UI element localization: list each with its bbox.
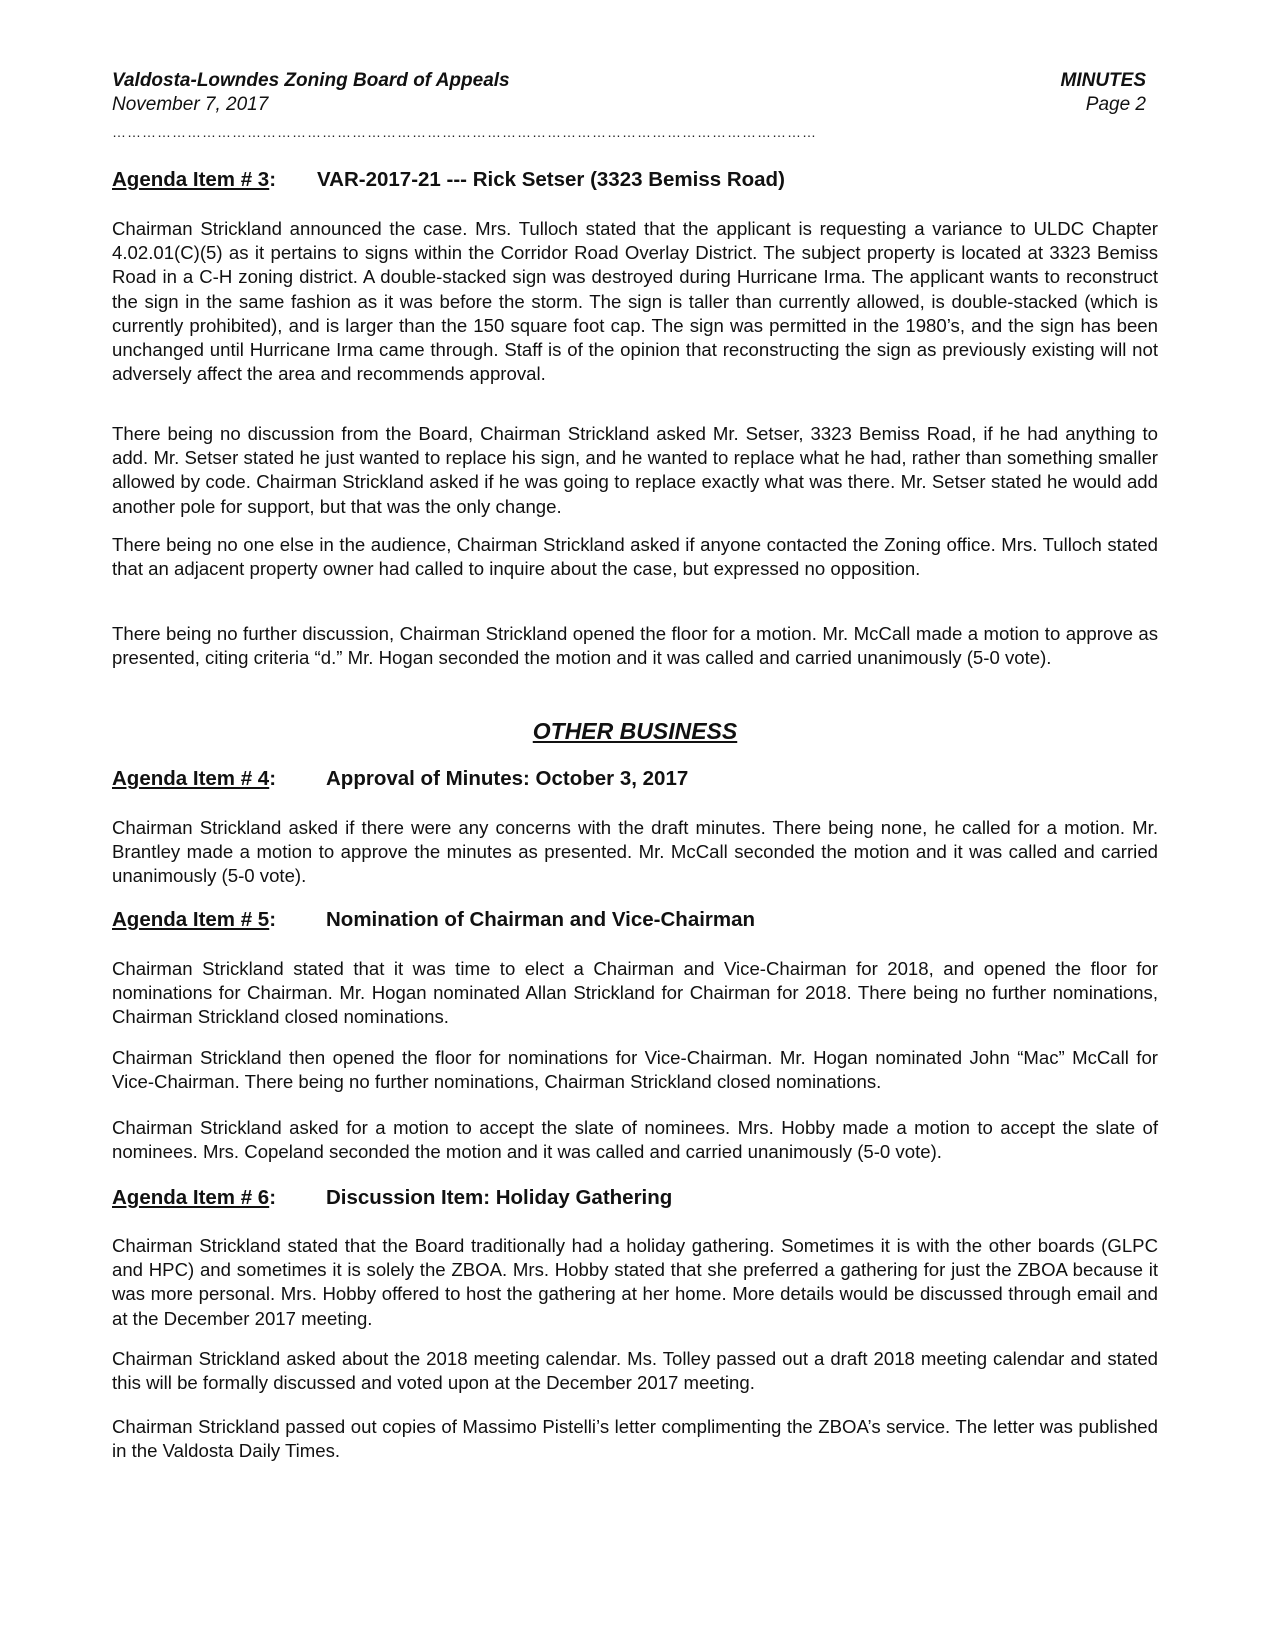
agenda-item-5-title: Nomination of Chairman and Vice-Chairman [326, 908, 756, 931]
agenda-item-5 [112, 908, 1158, 932]
paragraph: Chairman Strickland asked if there were any concerns with the draft minutes. There being none, he called for a motion. Mr. Brantley made a motion to approve the minutes as presented. Mr. McCall seconded the motion and it was called and carried unanimously (5-0 vote). [112, 817, 1158, 887]
agenda-item-6-title: Discussion Item: Holiday Gathering [326, 1186, 673, 1209]
agenda-item-6-label: Agenda Item # 6 [112, 1186, 270, 1209]
agenda-item-3-body-4 [112, 622, 1158, 670]
paragraph: Chairman Strickland stated that it was time to elect a Chairman and Vice-Chairman for 2018, and opened the floor for nominations for Chairman. Mr. Hogan nominated Allan Strickland for Chairman for 2018. There being no further nominations, Chairman Strickland closed nominations. [112, 958, 1158, 1028]
other-business-heading: OTHER BUSINESS [532, 718, 738, 744]
page-header-line2 [112, 94, 1146, 118]
paragraph: Chairman Strickland stated that the Board traditionally had a holiday gathering. Sometimes it is with the other boards (GLPC and HPC) and sometimes it is solely the ZBOA. Mrs. Hobby stated that she preferred a gathering for just the ZBOA because it was more personal. Mrs. Hobby offered to host the gathering at her home. More details would be discussed through email and at the December 2017 meeting. [112, 1235, 1158, 1329]
agenda-item-4-label: Agenda Item # 4 [112, 767, 270, 790]
agenda-item-4-colon: : [269, 767, 277, 790]
agenda-item-3-heading [112, 168, 1158, 192]
agenda-item-3-body-3 [112, 533, 1158, 581]
header-doc-type: MINUTES [1060, 70, 1146, 91]
paragraph: Chairman Strickland asked for a motion to accept the slate of nominees. Mrs. Hobby made a motion to accept the slate of nominees. Mrs. Copeland seconded the motion and it was called and carried unanimously (5-0 vote). [112, 1117, 1158, 1163]
paragraph: Chairman Strickland asked about the 2018 meeting calendar. Ms. Tolley passed out a draft 2018 meeting calendar and stated this will be formally discussed and voted upon at the December 2017 meeting. [112, 1348, 1158, 1394]
paragraph: There being no further discussion, Chairman Strickland opened the floor for a motion. Mr. McCall made a motion to approve as presented, citing criteria “d.” Mr. Hogan seconded the motion and it was called and carried unanimously (5-0 vote). [112, 623, 1158, 669]
header-dotted-rule: …………………………………………………………………………………………………………………………… [112, 124, 817, 140]
agenda-item-4 [112, 767, 1158, 791]
agenda-item-4-title: Approval of Minutes: October 3, 2017 [326, 767, 689, 790]
paragraph: Chairman Strickland then opened the floor for nominations for Vice-Chairman. Mr. Hogan nominated John “Mac” McCall for Vice-Chairman. There being no further nominations, Chairman Strickland closed nominations. [112, 1047, 1158, 1093]
agenda-item-5-heading [112, 908, 1158, 932]
header-page-number: Page 2 [1085, 94, 1146, 115]
agenda-item-5-colon: : [269, 908, 277, 931]
agenda-item-3-body-2 [112, 422, 1158, 519]
agenda-item-3-title: VAR-2017-21 --- Rick Setser (3323 Bemiss Road) [317, 168, 785, 191]
agenda-item-3-label: Agenda Item # 3 [112, 168, 270, 191]
agenda-item-5-body-2 [112, 1046, 1158, 1094]
header-org: Valdosta-Lowndes Zoning Board of Appeals [112, 70, 510, 91]
agenda-item-3-colon: : [269, 168, 277, 191]
agenda-item-6 [112, 1186, 1158, 1210]
agenda-item-4-heading [112, 767, 1158, 791]
paragraph: There being no discussion from the Board, Chairman Strickland asked Mr. Setser, 3323 Bemiss Road, if he had anything to add. Mr. Setser stated he just wanted to replace his sign, and he wanted to replace what he had, rather than something smaller allowed by code. Chairman Strickland asked if he was going to replace exactly what was there. Mr. Setser stated he would add another pole for support, but that was the only change. [112, 423, 1158, 517]
agenda-item-6-body [112, 1234, 1158, 1331]
header-date: November 7, 2017 [112, 94, 269, 115]
agenda-item-3 [112, 168, 1158, 192]
agenda-item-6-heading [112, 1186, 1158, 1210]
paragraph: There being no one else in the audience, Chairman Strickland asked if anyone contacted the Zoning office. Mrs. Tulloch stated that an adjacent property owner had called to inquire about the case, but expressed no opposition. [112, 534, 1158, 580]
agenda-item-6-colon: : [269, 1186, 277, 1209]
agenda-item-5-body [112, 957, 1158, 1030]
agenda-item-5-body-3 [112, 1116, 1158, 1164]
agenda-item-5-label: Agenda Item # 5 [112, 908, 270, 931]
agenda-item-6-body-2 [112, 1347, 1158, 1395]
agenda-item-3-body [112, 217, 1158, 386]
agenda-item-6-body-3 [112, 1415, 1158, 1463]
paragraph: Chairman Strickland passed out copies of Massimo Pistelli’s letter complimenting the ZBOA’s service. The letter was published in the Valdosta Daily Times. [112, 1416, 1158, 1462]
agenda-item-4-body [112, 816, 1158, 889]
page-header [112, 70, 1146, 94]
paragraph: Chairman Strickland announced the case. Mrs. Tulloch stated that the applicant is requesting a variance to ULDC Chapter 4.02.01(C)(5) as it pertains to signs within the Corridor Road Overlay District. The subject property is located at 3323 Bemiss Road in a C-H zoning district. A double-stacked sign was destroyed during Hurricane Irma. The applicant wants to reconstruct the sign in the same fashion as it was before the storm. The sign is taller than currently allowed, is double-stacked (which is currently prohibited), and is larger than the 150 square foot cap. The sign was permitted in the 1980’s, and the sign has been unchanged until Hurricane Irma came through. Staff is of the opinion that reconstructing the sign as previously existing will not adversely affect the area and recommends approval. [112, 218, 1158, 385]
